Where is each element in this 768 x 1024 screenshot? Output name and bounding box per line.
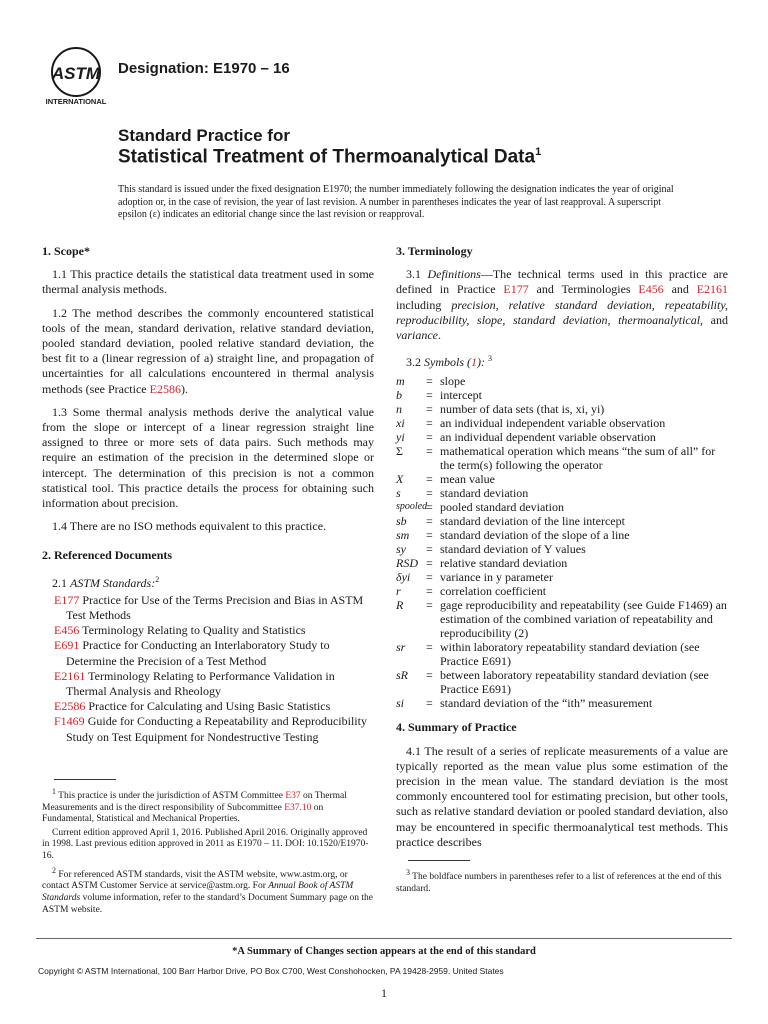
link-e2161[interactable]: E2161 xyxy=(54,668,86,683)
footer-divider xyxy=(36,938,732,939)
standard-intro-text: This standard is issued under the fixed designation E1970; the number immediately following the designation indicates the year of original adoption or, in the case of revision, the year of last revision. A number in parentheses indicates the year of last reapproval. A superscript epsilon (ε) indicates an editorial change since the last revision or reapproval. xyxy=(118,184,674,220)
link-e177-term[interactable]: E177 xyxy=(503,282,529,297)
link-e2586-ref[interactable]: E2586 xyxy=(54,699,86,714)
footnote-divider xyxy=(54,779,116,780)
scope-1-1: 1.1 This practice details the statistical data treatment used in some thermal analysis methods. xyxy=(42,267,374,297)
symbol-row: R = gage reproducibility and repeatability (see Guide F1469) an estimation of the combined variation of repeatability and reproducibility (2) xyxy=(396,598,727,641)
page-number: 1 xyxy=(381,986,387,1000)
reference-item: E456 Terminology Relating to Quality and Statistics xyxy=(54,623,306,638)
symbol-row: sR = between laboratory repeatability standard deviation (see Practice E691) xyxy=(396,668,709,697)
symbol-row: m = slope xyxy=(396,374,466,389)
scope-heading: 1. Scope* xyxy=(42,244,90,258)
terminology-3-1: 3.1 Definitions—The technical terms used in this practice are defined in Practice E177 and Terminologies E456 and E2161 including precision, relative standard deviation, repeatability, reproducibility, slope, standard deviation, thermoanalytical, and variance. xyxy=(396,267,729,343)
svg-text:ASTM: ASTM xyxy=(51,64,101,83)
symbol-row: xi = an individual independent variable observation xyxy=(396,416,666,431)
right-column xyxy=(396,244,728,897)
footnote-2: $^2$ For referenced ASTM standards, visit the ASTM website, www.astm.org, or contact ASTM Customer Service at service@astm.org. For Annual Book of ASTM Standards volume information, refer to the standard’s Document Summary page on the ASTM website. xyxy=(42,865,374,915)
symbol-row: n = number of data sets (that is, xi, yi) xyxy=(396,402,605,417)
symbol-row: si = standard deviation of the “ith” measurement xyxy=(396,696,653,711)
reference-list xyxy=(42,593,374,745)
reference-item: E691 Practice for Conducting an Interlaboratory Study to Determine the Precision of a Test Method xyxy=(54,638,330,668)
astm-logo xyxy=(40,46,112,106)
left-column xyxy=(42,244,374,918)
link-f1469[interactable]: F1469 xyxy=(54,714,85,729)
footnote-3: $^3$ The boldface numbers in parentheses refer to a list of references at the end of this standard. xyxy=(396,868,722,894)
reference-item: F1469 Guide for Conducting a Repeatability and Reproducibility Study on Test Equipment for Nondestructive Testing xyxy=(54,714,367,744)
reference-item: E177 Practice for Use of the Terms Precision and Bias in ASTM Test Methods xyxy=(54,592,364,623)
symbol-row: r = correlation coefficient xyxy=(396,584,547,599)
title-line-2: Statistical Treatment of Thermoanalytical Data$^1$ xyxy=(118,146,542,168)
link-ref-1[interactable]: 1 xyxy=(471,355,477,370)
symbol-row: sr = within laboratory repeatability standard deviation (see Practice E691) xyxy=(396,640,700,669)
symbol-row: δyi = variance in y parameter xyxy=(396,570,553,585)
link-e456-term[interactable]: E456 xyxy=(638,282,664,297)
reference-item: E2586 Practice for Calculating and Using Basic Statistics xyxy=(54,699,331,714)
link-e456[interactable]: E456 xyxy=(54,623,80,638)
footnote-1: $^1$ This practice is under the jurisdiction of ASTM Committee E37 on Thermal Measurements and is the direct responsibility of Subcommittee E37.10 on Fundamental, Statistical and Mechanical Properties. xyxy=(42,786,347,825)
symbol-row: b = intercept xyxy=(396,388,482,403)
copyright: Copyright © ASTM International, 100 Barr Harbor Drive, PO Box C700, West Conshohocken, PA 19428-2959. United States xyxy=(38,966,504,976)
link-e37[interactable]: E37 xyxy=(285,791,301,802)
symbol-row: sb = standard deviation of the line intercept xyxy=(396,514,625,529)
link-e37-10[interactable]: E37.10 xyxy=(284,802,312,813)
title-line-1: Standard Practice for xyxy=(118,126,290,145)
referenced-documents-heading: 2. Referenced Documents xyxy=(42,548,173,563)
terminology-heading: 3. Terminology xyxy=(396,244,473,258)
footnote-divider xyxy=(408,860,470,861)
astm-standards-intro: 2.1 ASTM Standards:$^2$ xyxy=(52,574,160,590)
footnote-1-edition: Current edition approved April 1, 2016. Published April 2016. Originally approved in 1998. Last previous edition approved in 2011 as E1970 – 11. DOI: 10.1520/E1970-16. xyxy=(42,827,369,862)
symbol-row: RSD = relative standard deviation xyxy=(396,556,568,571)
link-e177[interactable]: E177 xyxy=(54,592,80,607)
symbol-row: sm = standard deviation of the slope of a line xyxy=(396,528,630,543)
svg-text:INTERNATIONAL: INTERNATIONAL xyxy=(45,97,107,106)
symbols-list xyxy=(396,374,728,710)
symbol-row: spooled = pooled standard deviation xyxy=(396,500,564,515)
symbol-row: s = standard deviation xyxy=(396,486,529,501)
symbol-row: X = mean value xyxy=(396,472,495,487)
terminology-3-2: 3.2 Symbols (1): $^3$ xyxy=(406,354,492,370)
reference-item: E2161 Terminology Relating to Performance Validation in Thermal Analysis and Rheology xyxy=(54,668,335,699)
scope-1-3: 1.3 Some thermal analysis methods derive the analytical value from the slope or intercept of a linear regression straight line assigned to three or more sets of data pairs. Such methods may require an estimation of the precision in the determined slope or intercept. The determination of this precision is not a common statistical tool. This practice details the process for obtaining such information about precision. xyxy=(42,404,374,511)
link-e691[interactable]: E691 xyxy=(54,638,80,653)
summary-of-changes-notice: *A Summary of Changes section appears at the end of this standard xyxy=(232,946,536,957)
symbol-row: sy = standard deviation of Y values xyxy=(396,542,586,557)
link-e2161-term[interactable]: E2161 xyxy=(696,282,729,297)
scope-1-2: 1.2 The method describes the commonly encountered statistical tools of the mean, standard derivation, relative standard deviation, pooled standard deviation, pooled relative standard deviation, the best fit to a (linear regression of a) straight line, and propagation of uncertainties for all calculations encountered in thermal analysis methods (see Practice E2586). xyxy=(42,305,374,396)
summary-heading: 4. Summary of Practice xyxy=(396,720,517,735)
symbol-row: yi = an individual dependent variable observation xyxy=(396,430,656,445)
designation: Designation: E1970 – 16 xyxy=(118,60,290,77)
scope-1-4: 1.4 There are no ISO methods equivalent to this practice. xyxy=(52,519,327,534)
summary-4-1: 4.1 The result of a series of replicate measurements of a value are typically reported as the mean value plus some estimation of the precision in the mean value. The standard deviation is the most commonly encountered tool for estimating precision, but other tools, such as relative standard deviation or pooled standard deviation, also may be encountered in specific thermoanalytical test methods. This practice describes xyxy=(396,743,728,849)
symbol-row: Σ = mathematical operation which means “the sum of all” for the term(s) following the operator xyxy=(396,444,716,473)
link-e2586[interactable]: E2586 xyxy=(149,381,181,396)
